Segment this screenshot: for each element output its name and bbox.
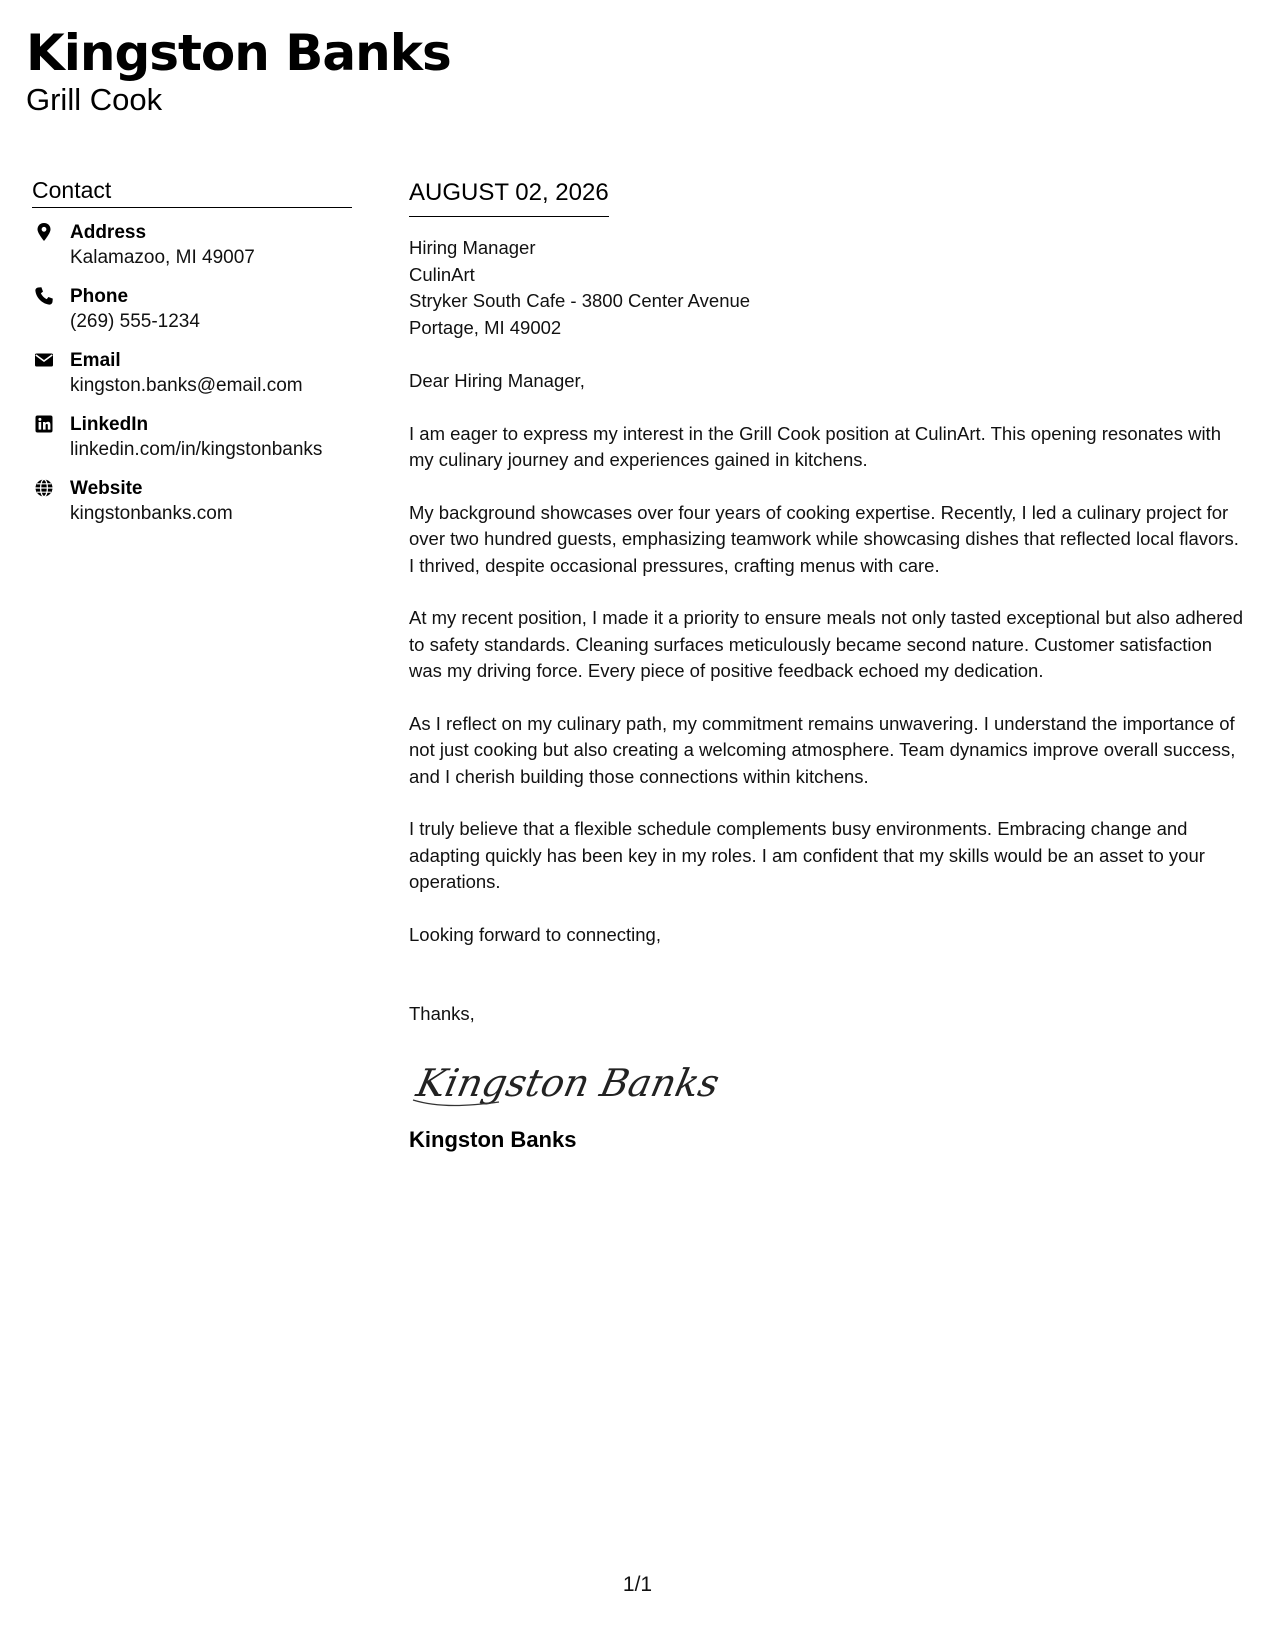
contact-heading: Contact: [32, 176, 352, 208]
contact-sidebar: [32, 176, 352, 540]
contact-item-website: [32, 476, 352, 526]
job-title: Grill Cook: [26, 82, 163, 117]
recipient-line: Portage, MI 49002: [409, 316, 562, 338]
contact-item-address: [32, 220, 352, 270]
letter-paragraph: I am eager to express my interest in the Grill Cook position at CulinArt. This opening resonates with my culinary journey and experiences gained in kitchens.: [409, 422, 1221, 470]
contact-label-website: Website: [70, 478, 143, 499]
sign-off: Thanks,: [409, 1003, 475, 1024]
salutation: Dear Hiring Manager,: [409, 370, 585, 391]
contact-label-address: Address: [70, 222, 147, 243]
envelope-icon: [34, 350, 54, 370]
contact-label-linkedin: LinkedIn: [70, 414, 149, 435]
recipient-line: CulinArt: [409, 263, 475, 285]
letter-paragraph: At my recent position, I made it a priority to ensure meals not only tasted exceptional but also adhered to safety standards. Cleaning surfaces meticulously became second nature. Customer satisfaction was my driving force. Every piece of positive feedback echoed my dedication.: [409, 607, 1243, 681]
contact-value-phone: (269) 555-1234: [70, 311, 200, 332]
contact-value-email: kingston.banks@email.com: [70, 375, 303, 396]
globe-icon: [34, 478, 54, 498]
map-pin-icon: [34, 222, 54, 242]
contact-value-website: kingstonbanks.com: [70, 503, 233, 524]
recipient-line: Hiring Manager: [409, 237, 536, 258]
contact-item-linkedin: [32, 412, 352, 462]
letter-date: AUGUST 02, 2026: [409, 178, 609, 217]
signature-text: Kingston Banks: [412, 1060, 724, 1106]
page-number: 1/1: [622, 1573, 653, 1596]
applicant-name: Kingston Banks: [26, 24, 451, 82]
recipient-line: Stryker South Cafe - 3800 Center Avenue: [409, 290, 751, 311]
closing-line: Looking forward to connecting,: [409, 923, 661, 945]
linkedin-icon: [34, 414, 54, 434]
contact-item-email: [32, 348, 352, 398]
signer-name: Kingston Banks: [409, 1126, 577, 1152]
contact-label-phone: Phone: [70, 286, 129, 307]
contact-item-phone: [32, 284, 352, 334]
letter-body: [409, 178, 1249, 1154]
contact-value-linkedin: linkedin.com/in/kingstonbanks: [70, 439, 323, 460]
contact-label-email: Email: [70, 350, 121, 371]
letter-paragraph: I truly believe that a flexible schedule complements busy environments. Embracing change and adapting quickly has been key in my roles. I am confident that my skills would be an asset to your operations.: [409, 818, 1205, 892]
letter-paragraph: As I reflect on my culinary path, my commitment remains unwavering. I understand the importance of not just cooking but also creating a welcoming atmosphere. Team dynamics improve overall success, and I cherish building those connections within kitchens.: [409, 712, 1236, 787]
page-header: [26, 22, 451, 118]
phone-icon: [34, 286, 54, 306]
letter-paragraph: My background showcases over four years of cooking expertise. Recently, I led a culinary project for over two hundred guests, emphasizing teamwork while showcasing dishes that reflected local flavors. I thrived, despite occasional pressures, crafting menus with care.: [409, 501, 1239, 576]
recipient-block: [409, 235, 1249, 341]
contact-value-address: Kalamazoo, MI 49007: [70, 247, 255, 268]
handwritten-signature: [409, 1048, 724, 1116]
